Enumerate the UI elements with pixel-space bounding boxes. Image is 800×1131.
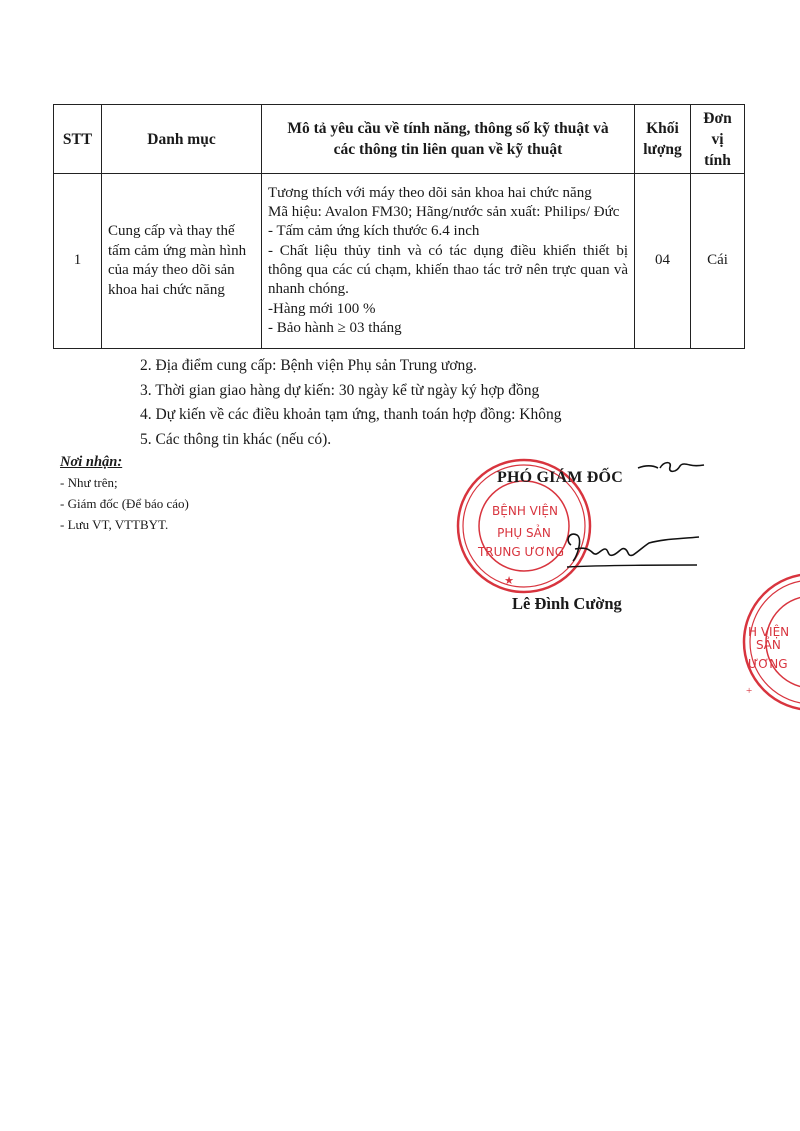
recipient-line: - Lưu VT, VTTBYT. [60,517,169,532]
stamp-partial-line1: H VIỆN [748,625,790,639]
desc-line: -Hàng mới 100 % [268,300,376,317]
stamp-line3: TRUNG ƯƠNG [477,545,565,559]
cell-quantity: 04 [635,174,691,349]
recipients [60,452,189,535]
signer-title: PHÓ GIÁM ĐỐC [497,469,623,486]
svg-text:★: ★ [504,575,514,587]
desc-line: - Tấm cảm ứng kích thước 6.4 inch [268,223,480,240]
header-unit [691,105,745,174]
desc-line: - Chất liệu thủy tinh và có tác dụng điều khiển thiết bị thông qua các cú chạm, khiến thao tác trở nên trực quan và nhanh chóng. [268,242,628,298]
header-description [262,105,635,174]
initial-mark [636,456,706,480]
header-category: Danh mục [102,105,262,174]
stamp-partial-line2: SẢN [756,638,781,652]
desc-line: Tương thích với máy theo dõi sản khoa hai chức năng [268,184,592,201]
header-stt: STT [54,105,102,174]
item-delivery-time: 3. Thời gian giao hàng dự kiến: 30 ngày kể từ ngày ký hợp đồng [140,381,540,399]
header-quantity-line2: lượng [643,141,682,158]
header-unit-line1: Đơn [703,109,732,127]
header-description-line1: Mô tả yêu cầu về tính năng, thông số kỹ thuật và [287,120,609,137]
stamp-partial-line3: ƯƠNG [748,657,788,671]
stamp-line1: BỆNH VIỆN [492,504,558,518]
desc-line: Mã hiệu: Avalon FM30; Hãng/nước sản xuất: Philips/ Đức [268,204,620,221]
spec-table [53,104,745,349]
header-unit-line2: vị [711,130,724,148]
cell-unit: Cái [691,174,745,349]
item-payment-terms: 4. Dự kiến về các điều khoản tạm ứng, thanh toán hợp đồng: Không [140,406,562,423]
header-unit-line3: tính [704,151,731,169]
stamp-line2: PHỤ SẢN [497,526,551,540]
svg-text:+: + [746,685,753,697]
signature-scribble [563,527,703,577]
recipient-line: - Như trên; [60,475,118,490]
table-header-row [54,105,745,174]
item-delivery-location: 2. Địa điểm cung cấp: Bệnh viện Phụ sản Trung ương. [140,357,477,374]
cell-category: Cung cấp và thay thế tấm cảm ứng màn hình của máy theo dõi sản khoa hai chức năng [102,174,262,349]
partial-stamp [734,567,800,717]
desc-line: - Bảo hành ≥ 03 tháng [268,319,402,336]
item-other-info: 5. Các thông tin khác (nếu có). [140,430,332,448]
header-quantity-line1: Khối [646,120,679,137]
cell-description [262,174,635,349]
header-quantity [635,105,691,174]
recipient-line: - Giám đốc (Để báo cáo) [60,496,189,511]
recipients-heading: Nơi nhận: [60,454,123,470]
table-row [54,174,745,349]
header-description-line2: các thông tin liên quan về kỹ thuật [333,141,563,158]
signer-name: Lê Đình Cường [512,594,622,613]
info-items [140,354,561,452]
cell-stt: 1 [54,174,102,349]
